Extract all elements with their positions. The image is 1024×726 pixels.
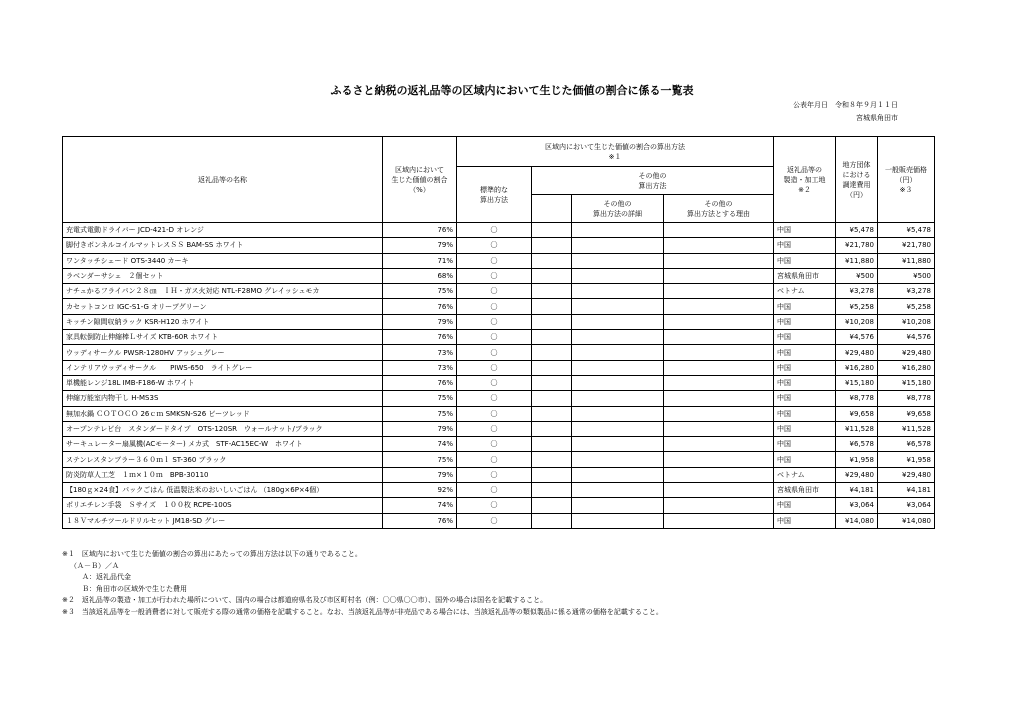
item-name-cell: 伸縮万能室内物干し H-MS3S xyxy=(63,391,383,406)
standard-method-cell: 〇 xyxy=(457,467,532,482)
publisher-name: 宮城県角田市 xyxy=(856,114,898,122)
empty-cell xyxy=(532,330,572,345)
returns-ratio-table xyxy=(62,136,935,529)
standard-method-cell: 〇 xyxy=(457,345,532,360)
table-row xyxy=(63,284,935,299)
standard-method-cell: 〇 xyxy=(457,421,532,436)
place-cell: 中国 xyxy=(774,498,836,513)
place-cell: 中国 xyxy=(774,345,836,360)
other-detail-cell xyxy=(572,421,664,436)
other-reason-cell xyxy=(664,360,774,375)
standard-method-cell: 〇 xyxy=(457,513,532,528)
other-detail-cell xyxy=(572,345,664,360)
ratio-cell: 79% xyxy=(383,238,457,253)
other-detail-cell xyxy=(572,483,664,498)
place-cell: 中国 xyxy=(774,299,836,314)
standard-method-cell: 〇 xyxy=(457,284,532,299)
item-name-cell: ポリエチレン手袋 Ｓサイズ １００枚 RCPE-100S xyxy=(63,498,383,513)
cost-cell: ¥4,181 xyxy=(836,483,878,498)
ratio-cell: 76% xyxy=(383,375,457,390)
other-reason-cell xyxy=(664,391,774,406)
publish-date-line xyxy=(740,100,898,110)
other-detail-cell xyxy=(572,406,664,421)
ratio-cell: 76% xyxy=(383,223,457,238)
other-reason-cell xyxy=(664,483,774,498)
ratio-cell: 79% xyxy=(383,314,457,329)
other-detail-cell xyxy=(572,452,664,467)
item-name-cell: ナチュかるフライパン２８㎝ ＩＨ・ガス火対応 NTL-F28MO グレイッシュモカ xyxy=(63,284,383,299)
standard-method-cell: 〇 xyxy=(457,406,532,421)
other-reason-cell xyxy=(664,375,774,390)
place-cell: 中国 xyxy=(774,223,836,238)
price-cell: ¥11,880 xyxy=(878,253,935,268)
empty-cell xyxy=(532,268,572,283)
ratio-cell: 92% xyxy=(383,483,457,498)
cost-cell: ¥11,528 xyxy=(836,421,878,436)
place-cell: 中国 xyxy=(774,314,836,329)
item-name-cell: 無加水鍋 ＣＯＴＯＣＯ 26ｃｍ SMKSN-S26 ビーツレッド xyxy=(63,406,383,421)
table-row xyxy=(63,223,935,238)
place-cell: 中国 xyxy=(774,253,836,268)
empty-cell xyxy=(532,437,572,452)
item-name-cell: ラベンダーサシェ ２個セット xyxy=(63,268,383,283)
other-reason-cell xyxy=(664,406,774,421)
other-detail-cell xyxy=(572,238,664,253)
standard-method-cell: 〇 xyxy=(457,299,532,314)
table-row xyxy=(63,345,935,360)
place-cell: 中国 xyxy=(774,375,836,390)
table-row xyxy=(63,299,935,314)
table-row xyxy=(63,421,935,436)
item-name-cell: ワンタッチシェード OTS-3440 カーキ xyxy=(63,253,383,268)
cost-cell: ¥16,280 xyxy=(836,360,878,375)
header-price: 一般販売価格 （円） ※３ xyxy=(878,137,935,223)
empty-cell xyxy=(532,421,572,436)
header-ratio: 区域内において 生じた価値の割合 （%） xyxy=(383,137,457,223)
other-detail-cell xyxy=(572,299,664,314)
cost-cell: ¥1,958 xyxy=(836,452,878,467)
header-method: 区域内において生じた価値の割合の算出方法 ※１ xyxy=(457,137,774,167)
cost-cell: ¥9,658 xyxy=(836,406,878,421)
cost-cell: ¥3,064 xyxy=(836,498,878,513)
place-cell: 宮城県角田市 xyxy=(774,483,836,498)
ratio-cell: 76% xyxy=(383,513,457,528)
other-reason-cell xyxy=(664,421,774,436)
price-cell: ¥3,064 xyxy=(878,498,935,513)
price-cell: ¥3,278 xyxy=(878,284,935,299)
cost-cell: ¥29,480 xyxy=(836,345,878,360)
standard-method-cell: 〇 xyxy=(457,360,532,375)
table-row xyxy=(63,437,935,452)
table-row xyxy=(63,391,935,406)
cost-cell: ¥500 xyxy=(836,268,878,283)
item-name-cell: インテリアウッディサークル PIWS-650 ライトグレー xyxy=(63,360,383,375)
place-cell: 中国 xyxy=(774,452,836,467)
ratio-cell: 75% xyxy=(383,284,457,299)
footnote-1: ※１ 区域内において生じた価値の割合の算出にあたっての算出方法は以下の通りであること。 xyxy=(62,550,362,558)
cost-cell: ¥5,478 xyxy=(836,223,878,238)
place-cell: 中国 xyxy=(774,513,836,528)
ratio-cell: 79% xyxy=(383,421,457,436)
footnote-formula: （Ａ－Ｂ）／Ａ xyxy=(70,561,119,570)
cost-cell: ¥11,880 xyxy=(836,253,878,268)
table-row xyxy=(63,513,935,528)
table-row xyxy=(63,452,935,467)
other-reason-cell xyxy=(664,314,774,329)
item-name-cell: 【180ｇ×24食】パックごはん 低温製法米のおいしいごはん （180g×6P×4個） xyxy=(63,483,383,498)
price-cell: ¥9,658 xyxy=(878,406,935,421)
standard-method-cell: 〇 xyxy=(457,391,532,406)
price-cell: ¥29,480 xyxy=(878,345,935,360)
place-cell: 中国 xyxy=(774,330,836,345)
table-row xyxy=(63,253,935,268)
ratio-cell: 79% xyxy=(383,467,457,482)
empty-cell xyxy=(532,299,572,314)
place-cell: 中国 xyxy=(774,238,836,253)
footnote-a: Ａ：返礼品代金 xyxy=(82,573,131,581)
other-detail-cell xyxy=(572,253,664,268)
price-cell: ¥4,181 xyxy=(878,483,935,498)
standard-method-cell: 〇 xyxy=(457,452,532,467)
other-detail-cell xyxy=(572,268,664,283)
empty-cell xyxy=(532,513,572,528)
empty-cell xyxy=(532,467,572,482)
table-row xyxy=(63,268,935,283)
standard-method-cell: 〇 xyxy=(457,223,532,238)
place-cell: ベトナム xyxy=(774,467,836,482)
header-other-reason: その他の 算出方法とする理由 xyxy=(664,195,774,223)
cost-cell: ¥21,780 xyxy=(836,238,878,253)
price-cell: ¥15,180 xyxy=(878,375,935,390)
ratio-cell: 76% xyxy=(383,330,457,345)
empty-cell xyxy=(532,360,572,375)
item-name-cell: サーキュレーター扇風機(ACモーター) メカ式 STF-AC15EC-W ホワイト xyxy=(63,437,383,452)
footnotes xyxy=(62,549,663,618)
other-reason-cell xyxy=(664,498,774,513)
other-reason-cell xyxy=(664,223,774,238)
price-cell: ¥1,958 xyxy=(878,452,935,467)
footnote-2: ※２ 返礼品等の製造・加工が行われた場所について、国内の場合は都道府県名及び市区町村名（例：〇〇県〇〇市）、国外の場合は国名を記載すること。 xyxy=(62,596,548,604)
empty-cell xyxy=(532,391,572,406)
place-cell: 中国 xyxy=(774,421,836,436)
place-cell: 中国 xyxy=(774,406,836,421)
price-cell: ¥11,528 xyxy=(878,421,935,436)
empty-cell xyxy=(532,345,572,360)
header-cost: 地方団体 における 調達費用 （円） xyxy=(836,137,878,223)
item-name-cell: カセットコンロ IGC-S1-G オリーブグリーン xyxy=(63,299,383,314)
table-row xyxy=(63,406,935,421)
cost-cell: ¥6,578 xyxy=(836,437,878,452)
cost-cell: ¥4,576 xyxy=(836,330,878,345)
place-cell: 中国 xyxy=(774,360,836,375)
place-cell: ベトナム xyxy=(774,284,836,299)
item-name-cell: 単機能レンジ18L IMB-F186-W ホワイト xyxy=(63,375,383,390)
other-detail-cell xyxy=(572,330,664,345)
item-name-cell: キッチン隙間収納ラック KSR-H120 ホワイト xyxy=(63,314,383,329)
price-cell: ¥6,578 xyxy=(878,437,935,452)
price-cell: ¥8,778 xyxy=(878,391,935,406)
other-reason-cell xyxy=(664,284,774,299)
other-detail-cell xyxy=(572,467,664,482)
footnote-b: Ｂ：角田市の区域外で生じた費用 xyxy=(82,584,187,593)
other-detail-cell xyxy=(572,375,664,390)
empty-cell xyxy=(532,452,572,467)
ratio-cell: 75% xyxy=(383,452,457,467)
item-name-cell: ステンレスタンブラー３６０ｍｌ ST-360 ブラック xyxy=(63,452,383,467)
item-name-cell: 家具転倒防止伸縮棒Ｌサイズ KTB-60R ホワイト xyxy=(63,330,383,345)
ratio-cell: 74% xyxy=(383,437,457,452)
empty-cell xyxy=(532,253,572,268)
price-cell: ¥16,280 xyxy=(878,360,935,375)
standard-method-cell: 〇 xyxy=(457,314,532,329)
empty-cell xyxy=(532,284,572,299)
empty-cell xyxy=(532,406,572,421)
cost-cell: ¥15,180 xyxy=(836,375,878,390)
other-reason-cell xyxy=(664,467,774,482)
other-reason-cell xyxy=(664,238,774,253)
price-cell: ¥14,080 xyxy=(878,513,935,528)
cost-cell: ¥29,480 xyxy=(836,467,878,482)
price-cell: ¥21,780 xyxy=(878,238,935,253)
other-reason-cell xyxy=(664,268,774,283)
empty-cell xyxy=(532,314,572,329)
other-reason-cell xyxy=(664,299,774,314)
table-row xyxy=(63,360,935,375)
standard-method-cell: 〇 xyxy=(457,253,532,268)
page-title: ふるさと納税の返礼品等の区域内において生じた価値の割合に係る一覧表 xyxy=(330,84,694,97)
ratio-cell: 75% xyxy=(383,391,457,406)
empty-cell xyxy=(532,375,572,390)
item-name-cell: 防炎防草人工芝 １ｍ×１０ｍ BPB-30110 xyxy=(63,467,383,482)
empty-cell xyxy=(532,238,572,253)
item-name-cell: ウッディサークル PWSR-1280HV アッシュグレー xyxy=(63,345,383,360)
other-reason-cell xyxy=(664,513,774,528)
standard-method-cell: 〇 xyxy=(457,483,532,498)
table-row xyxy=(63,238,935,253)
table-row xyxy=(63,498,935,513)
other-detail-cell xyxy=(572,223,664,238)
place-cell: 宮城県角田市 xyxy=(774,268,836,283)
ratio-cell: 76% xyxy=(383,299,457,314)
other-reason-cell xyxy=(664,330,774,345)
other-detail-cell xyxy=(572,513,664,528)
ratio-cell: 74% xyxy=(383,498,457,513)
cost-cell: ¥8,778 xyxy=(836,391,878,406)
publish-date: 令和８年９月１１日 xyxy=(835,101,898,109)
place-cell: 中国 xyxy=(774,391,836,406)
header-other: その他の 算出方法 xyxy=(532,167,774,195)
other-detail-cell xyxy=(572,314,664,329)
header-place: 返礼品等の 製造・加工地 ※２ xyxy=(774,137,836,223)
standard-method-cell: 〇 xyxy=(457,375,532,390)
ratio-cell: 71% xyxy=(383,253,457,268)
standard-method-cell: 〇 xyxy=(457,437,532,452)
price-cell: ¥5,478 xyxy=(878,223,935,238)
header-standard: 標準的な 算出方法 xyxy=(457,167,532,223)
empty-cell xyxy=(532,498,572,513)
table-row xyxy=(63,330,935,345)
other-detail-cell xyxy=(572,360,664,375)
table-row xyxy=(63,467,935,482)
price-cell: ¥5,258 xyxy=(878,299,935,314)
footnote-3: ※３ 当該返礼品等を一般消費者に対して販売する際の通常の価格を記載すること。なお、当該返礼品等が非売品である場合には、当該返礼品等の類似製品に係る通常の価格を記載すること。 xyxy=(62,607,663,616)
empty-cell xyxy=(532,223,572,238)
other-reason-cell xyxy=(664,452,774,467)
item-name-cell: １８Ｖマルチツールドリルセット JM18-SD グレー xyxy=(63,513,383,528)
other-detail-cell xyxy=(572,437,664,452)
price-cell: ¥4,576 xyxy=(878,330,935,345)
other-detail-cell xyxy=(572,391,664,406)
header-name: 返礼品等の名称 xyxy=(63,137,383,223)
other-reason-cell xyxy=(664,345,774,360)
item-name-cell: オープンテレビ台 スタンダードタイプ OTS-120SR ウォールナット/ブラック xyxy=(63,421,383,436)
item-name-cell: 充電式電動ドライバー JCD-421-D オレンジ xyxy=(63,223,383,238)
other-detail-cell xyxy=(572,498,664,513)
table-row xyxy=(63,483,935,498)
standard-method-cell: 〇 xyxy=(457,330,532,345)
ratio-cell: 75% xyxy=(383,406,457,421)
price-cell: ¥29,480 xyxy=(878,467,935,482)
cost-cell: ¥10,208 xyxy=(836,314,878,329)
ratio-cell: 73% xyxy=(383,360,457,375)
price-cell: ¥500 xyxy=(878,268,935,283)
empty-cell xyxy=(532,483,572,498)
standard-method-cell: 〇 xyxy=(457,238,532,253)
table-row xyxy=(63,375,935,390)
other-reason-cell xyxy=(664,437,774,452)
item-name-cell: 脚付きボンネルコイルマットレスＳＳ BAM-SS ホワイト xyxy=(63,238,383,253)
cost-cell: ¥3,278 xyxy=(836,284,878,299)
other-reason-cell xyxy=(664,253,774,268)
ratio-cell: 73% xyxy=(383,345,457,360)
publish-date-label: 公表年月日 xyxy=(793,101,828,109)
cost-cell: ¥14,080 xyxy=(836,513,878,528)
table-row xyxy=(63,314,935,329)
ratio-cell: 68% xyxy=(383,268,457,283)
header-other-detail: その他の 算出方法の詳細 xyxy=(572,195,664,223)
cost-cell: ¥5,258 xyxy=(836,299,878,314)
standard-method-cell: 〇 xyxy=(457,498,532,513)
other-detail-cell xyxy=(572,284,664,299)
standard-method-cell: 〇 xyxy=(457,268,532,283)
place-cell: 中国 xyxy=(774,437,836,452)
price-cell: ¥10,208 xyxy=(878,314,935,329)
